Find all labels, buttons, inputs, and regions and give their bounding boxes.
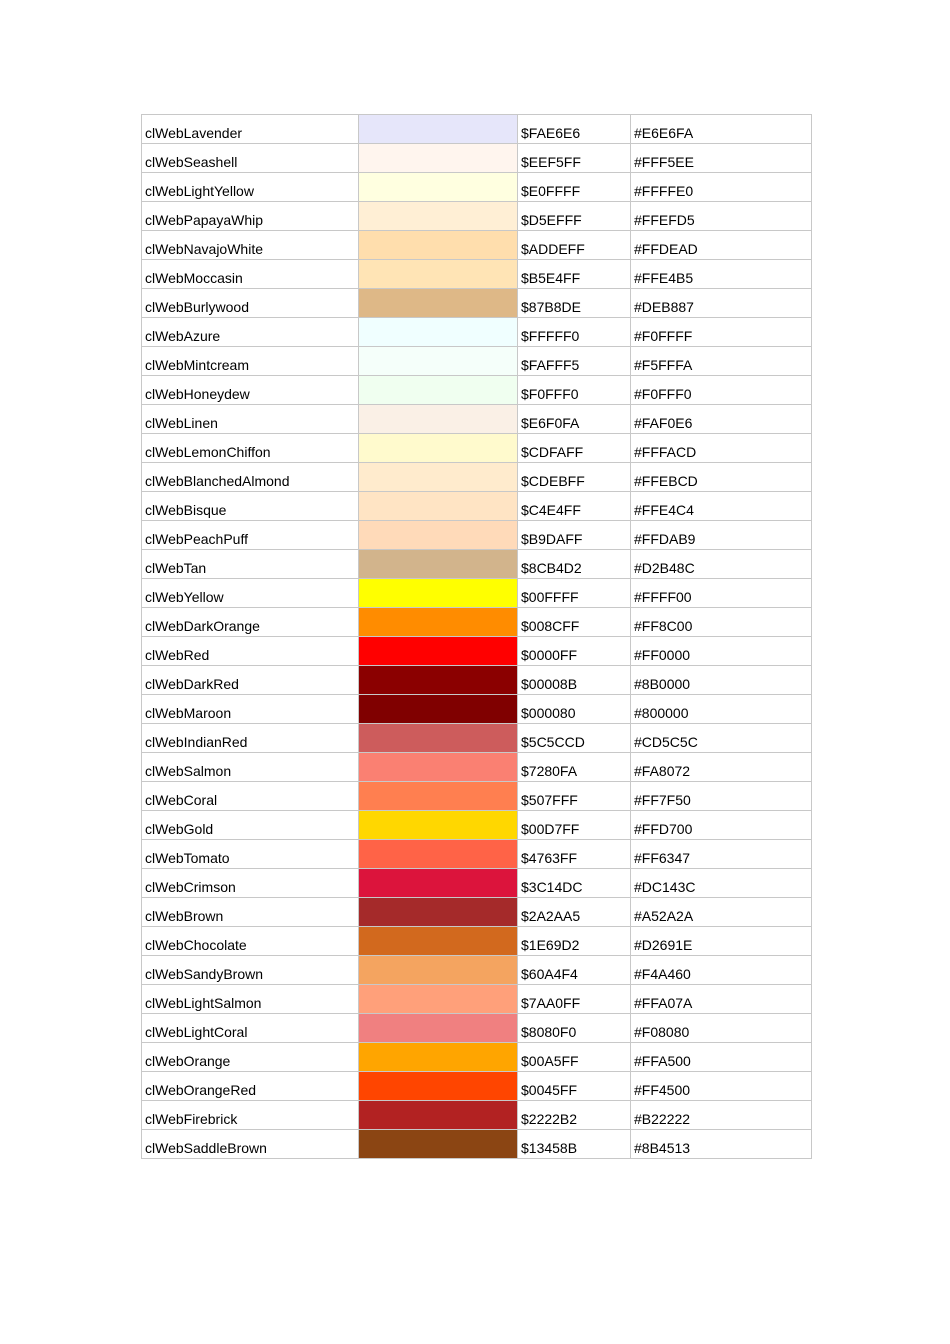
table-row	[142, 695, 812, 724]
html-hex-cell: #FFEBCD	[631, 463, 812, 492]
table-row	[142, 666, 812, 695]
delphi-hex-cell: $B9DAFF	[518, 521, 631, 550]
delphi-hex-cell: $3C14DC	[518, 869, 631, 898]
html-hex-cell: #E6E6FA	[631, 115, 812, 144]
color-swatch	[359, 173, 518, 202]
color-name-cell: clWebSeashell	[142, 144, 359, 173]
table-row	[142, 956, 812, 985]
color-swatch	[359, 695, 518, 724]
delphi-hex-cell: $CDFAFF	[518, 434, 631, 463]
color-name-cell: clWebOrangeRed	[142, 1072, 359, 1101]
delphi-hex-cell: $00FFFF	[518, 579, 631, 608]
table-row	[142, 463, 812, 492]
color-name-cell: clWebIndianRed	[142, 724, 359, 753]
html-hex-cell: #F08080	[631, 1014, 812, 1043]
html-hex-cell: #FFA500	[631, 1043, 812, 1072]
color-swatch	[359, 434, 518, 463]
color-swatch	[359, 463, 518, 492]
color-table	[141, 114, 812, 1159]
color-swatch	[359, 318, 518, 347]
delphi-hex-cell: $008CFF	[518, 608, 631, 637]
color-swatch	[359, 1043, 518, 1072]
table-row	[142, 434, 812, 463]
color-name-cell: clWebDarkRed	[142, 666, 359, 695]
color-swatch	[359, 144, 518, 173]
color-swatch	[359, 608, 518, 637]
table-row	[142, 289, 812, 318]
delphi-hex-cell: $FFFFF0	[518, 318, 631, 347]
table-row	[142, 579, 812, 608]
html-hex-cell: #FF6347	[631, 840, 812, 869]
delphi-hex-cell: $0000FF	[518, 637, 631, 666]
html-hex-cell: #D2691E	[631, 927, 812, 956]
color-name-cell: clWebTomato	[142, 840, 359, 869]
table-row	[142, 1043, 812, 1072]
html-hex-cell: #DC143C	[631, 869, 812, 898]
color-swatch	[359, 202, 518, 231]
delphi-hex-cell: $60A4F4	[518, 956, 631, 985]
color-name-cell: clWebNavajoWhite	[142, 231, 359, 260]
html-hex-cell: #8B4513	[631, 1130, 812, 1159]
html-hex-cell: #F0FFF0	[631, 376, 812, 405]
color-name-cell: clWebLightCoral	[142, 1014, 359, 1043]
color-name-cell: clWebSandyBrown	[142, 956, 359, 985]
color-swatch	[359, 666, 518, 695]
color-name-cell: clWebFirebrick	[142, 1101, 359, 1130]
delphi-hex-cell: $FAFFF5	[518, 347, 631, 376]
color-swatch	[359, 1130, 518, 1159]
color-name-cell: clWebMoccasin	[142, 260, 359, 289]
table-row	[142, 318, 812, 347]
color-swatch	[359, 724, 518, 753]
color-name-cell: clWebSalmon	[142, 753, 359, 782]
delphi-hex-cell: $5C5CCD	[518, 724, 631, 753]
color-swatch	[359, 1101, 518, 1130]
html-hex-cell: #FFFF00	[631, 579, 812, 608]
color-name-cell: clWebGold	[142, 811, 359, 840]
delphi-hex-cell: $F0FFF0	[518, 376, 631, 405]
html-hex-cell: #FFD700	[631, 811, 812, 840]
html-hex-cell: #FFF5EE	[631, 144, 812, 173]
table-row	[142, 724, 812, 753]
color-swatch	[359, 376, 518, 405]
table-row	[142, 550, 812, 579]
color-swatch	[359, 550, 518, 579]
delphi-hex-cell: $00A5FF	[518, 1043, 631, 1072]
table-row	[142, 231, 812, 260]
delphi-hex-cell: $507FFF	[518, 782, 631, 811]
color-swatch	[359, 521, 518, 550]
html-hex-cell: #D2B48C	[631, 550, 812, 579]
table-row	[142, 144, 812, 173]
color-swatch	[359, 869, 518, 898]
html-hex-cell: #DEB887	[631, 289, 812, 318]
html-hex-cell: #FFA07A	[631, 985, 812, 1014]
html-hex-cell: #FF8C00	[631, 608, 812, 637]
delphi-hex-cell: $8CB4D2	[518, 550, 631, 579]
delphi-hex-cell: $E6F0FA	[518, 405, 631, 434]
html-hex-cell: #A52A2A	[631, 898, 812, 927]
html-hex-cell: #F0FFFF	[631, 318, 812, 347]
table-row	[142, 637, 812, 666]
html-hex-cell: #FA8072	[631, 753, 812, 782]
color-name-cell: clWebBrown	[142, 898, 359, 927]
delphi-hex-cell: $B5E4FF	[518, 260, 631, 289]
table-row	[142, 811, 812, 840]
color-name-cell: clWebYellow	[142, 579, 359, 608]
color-name-cell: clWebCrimson	[142, 869, 359, 898]
table-row	[142, 985, 812, 1014]
html-hex-cell: #FFE4C4	[631, 492, 812, 521]
table-row	[142, 173, 812, 202]
html-hex-cell: #CD5C5C	[631, 724, 812, 753]
html-hex-cell: #F4A460	[631, 956, 812, 985]
delphi-hex-cell: $D5EFFF	[518, 202, 631, 231]
html-hex-cell: #800000	[631, 695, 812, 724]
color-name-cell: clWebAzure	[142, 318, 359, 347]
color-swatch	[359, 231, 518, 260]
html-hex-cell: #FFFFE0	[631, 173, 812, 202]
delphi-hex-cell: $13458B	[518, 1130, 631, 1159]
delphi-hex-cell: $7AA0FF	[518, 985, 631, 1014]
color-name-cell: clWebLinen	[142, 405, 359, 434]
color-name-cell: clWebCoral	[142, 782, 359, 811]
delphi-hex-cell: $4763FF	[518, 840, 631, 869]
color-name-cell: clWebPeachPuff	[142, 521, 359, 550]
delphi-hex-cell: $1E69D2	[518, 927, 631, 956]
html-hex-cell: #FF7F50	[631, 782, 812, 811]
color-name-cell: clWebLavender	[142, 115, 359, 144]
color-swatch	[359, 898, 518, 927]
color-name-cell: clWebBurlywood	[142, 289, 359, 318]
color-table-body	[142, 115, 812, 1159]
html-hex-cell: #B22222	[631, 1101, 812, 1130]
color-swatch	[359, 927, 518, 956]
html-hex-cell: #FFE4B5	[631, 260, 812, 289]
delphi-hex-cell: $EEF5FF	[518, 144, 631, 173]
table-row	[142, 405, 812, 434]
color-name-cell: clWebDarkOrange	[142, 608, 359, 637]
color-swatch	[359, 115, 518, 144]
table-row	[142, 347, 812, 376]
table-row	[142, 782, 812, 811]
table-row	[142, 927, 812, 956]
color-swatch	[359, 347, 518, 376]
color-name-cell: clWebBisque	[142, 492, 359, 521]
delphi-hex-cell: $7280FA	[518, 753, 631, 782]
color-name-cell: clWebRed	[142, 637, 359, 666]
color-name-cell: clWebLightYellow	[142, 173, 359, 202]
color-name-cell: clWebBlanchedAlmond	[142, 463, 359, 492]
color-swatch	[359, 1014, 518, 1043]
color-swatch	[359, 753, 518, 782]
delphi-hex-cell: $E0FFFF	[518, 173, 631, 202]
html-hex-cell: #FFFACD	[631, 434, 812, 463]
color-name-cell: clWebMaroon	[142, 695, 359, 724]
color-swatch	[359, 956, 518, 985]
color-name-cell: clWebTan	[142, 550, 359, 579]
delphi-hex-cell: $2222B2	[518, 1101, 631, 1130]
table-row	[142, 115, 812, 144]
table-row	[142, 376, 812, 405]
color-name-cell: clWebSaddleBrown	[142, 1130, 359, 1159]
table-row	[142, 608, 812, 637]
delphi-hex-cell: $00D7FF	[518, 811, 631, 840]
color-name-cell: clWebMintcream	[142, 347, 359, 376]
html-hex-cell: #FAF0E6	[631, 405, 812, 434]
color-name-cell: clWebLightSalmon	[142, 985, 359, 1014]
color-name-cell: clWebChocolate	[142, 927, 359, 956]
delphi-hex-cell: $FAE6E6	[518, 115, 631, 144]
delphi-hex-cell: $C4E4FF	[518, 492, 631, 521]
color-swatch	[359, 985, 518, 1014]
html-hex-cell: #FFDAB9	[631, 521, 812, 550]
delphi-hex-cell: $2A2AA5	[518, 898, 631, 927]
color-swatch	[359, 579, 518, 608]
color-name-cell: clWebPapayaWhip	[142, 202, 359, 231]
color-swatch	[359, 405, 518, 434]
html-hex-cell: #FFDEAD	[631, 231, 812, 260]
html-hex-cell: #8B0000	[631, 666, 812, 695]
table-row	[142, 1130, 812, 1159]
table-row	[142, 840, 812, 869]
color-name-cell: clWebHoneydew	[142, 376, 359, 405]
table-row	[142, 1072, 812, 1101]
color-name-cell: clWebLemonChiffon	[142, 434, 359, 463]
table-row	[142, 1101, 812, 1130]
delphi-hex-cell: $0045FF	[518, 1072, 631, 1101]
delphi-hex-cell: $8080F0	[518, 1014, 631, 1043]
color-swatch	[359, 1072, 518, 1101]
color-swatch	[359, 260, 518, 289]
delphi-hex-cell: $000080	[518, 695, 631, 724]
color-swatch	[359, 782, 518, 811]
color-swatch	[359, 637, 518, 666]
table-row	[142, 492, 812, 521]
delphi-hex-cell: $87B8DE	[518, 289, 631, 318]
delphi-hex-cell: $00008B	[518, 666, 631, 695]
table-row	[142, 898, 812, 927]
color-name-cell: clWebOrange	[142, 1043, 359, 1072]
table-row	[142, 869, 812, 898]
html-hex-cell: #FF4500	[631, 1072, 812, 1101]
table-row	[142, 753, 812, 782]
html-hex-cell: #FF0000	[631, 637, 812, 666]
delphi-hex-cell: $ADDEFF	[518, 231, 631, 260]
table-row	[142, 202, 812, 231]
color-swatch	[359, 492, 518, 521]
table-row	[142, 260, 812, 289]
html-hex-cell: #FFEFD5	[631, 202, 812, 231]
color-swatch	[359, 811, 518, 840]
table-row	[142, 521, 812, 550]
color-swatch	[359, 289, 518, 318]
delphi-hex-cell: $CDEBFF	[518, 463, 631, 492]
html-hex-cell: #F5FFFA	[631, 347, 812, 376]
color-swatch	[359, 840, 518, 869]
table-row	[142, 1014, 812, 1043]
